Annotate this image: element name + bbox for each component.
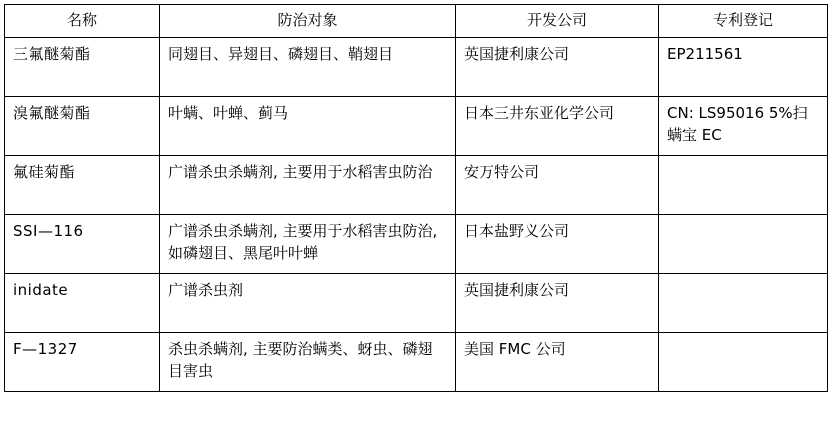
table-header-row — [5, 5, 828, 38]
cell-target: 杀虫杀螨剂, 主要防治螨类、蚜虫、磷翅目害虫 — [160, 333, 456, 392]
cell-target: 广谱杀虫杀螨剂, 主要用于水稻害虫防治,如磷翅目、黑尾叶叶蝉 — [160, 215, 456, 274]
cell-patent — [659, 274, 828, 333]
table-row — [5, 38, 828, 97]
cell-name: inidate — [5, 274, 160, 333]
cell-patent: EP211561 — [659, 38, 828, 97]
cell-patent — [659, 215, 828, 274]
cell-patent — [659, 333, 828, 392]
table-row — [5, 97, 828, 156]
cell-company: 日本三井东亚化学公司 — [456, 97, 659, 156]
table-row — [5, 156, 828, 215]
cell-company: 英国捷利康公司 — [456, 274, 659, 333]
table-header — [5, 5, 828, 38]
cell-company: 英国捷利康公司 — [456, 38, 659, 97]
cell-target: 同翅目、异翅目、磷翅目、鞘翅目 — [160, 38, 456, 97]
table-row — [5, 274, 828, 333]
table-row — [5, 215, 828, 274]
cell-name: 三氟醚菊酯 — [5, 38, 160, 97]
cell-patent: CN: LS95016 5%扫螨宝 EC — [659, 97, 828, 156]
cell-patent — [659, 156, 828, 215]
cell-name: SSI—116 — [5, 215, 160, 274]
cell-company: 安万特公司 — [456, 156, 659, 215]
cell-target: 广谱杀虫杀螨剂, 主要用于水稻害虫防治 — [160, 156, 456, 215]
cell-company: 美国 FMC 公司 — [456, 333, 659, 392]
table-body — [5, 38, 828, 392]
document-page — [0, 4, 831, 427]
table-row — [5, 333, 828, 392]
column-header-name: 名称 — [5, 5, 160, 38]
column-header-target: 防治对象 — [160, 5, 456, 38]
insecticide-table — [4, 4, 828, 392]
cell-company: 日本盐野义公司 — [456, 215, 659, 274]
cell-target: 广谱杀虫剂 — [160, 274, 456, 333]
column-header-company: 开发公司 — [456, 5, 659, 38]
cell-name: 氟硅菊酯 — [5, 156, 160, 215]
cell-target: 叶螨、叶蝉、蓟马 — [160, 97, 456, 156]
cell-name: F—1327 — [5, 333, 160, 392]
column-header-patent: 专利登记 — [659, 5, 828, 38]
cell-name: 溴氟醚菊酯 — [5, 97, 160, 156]
